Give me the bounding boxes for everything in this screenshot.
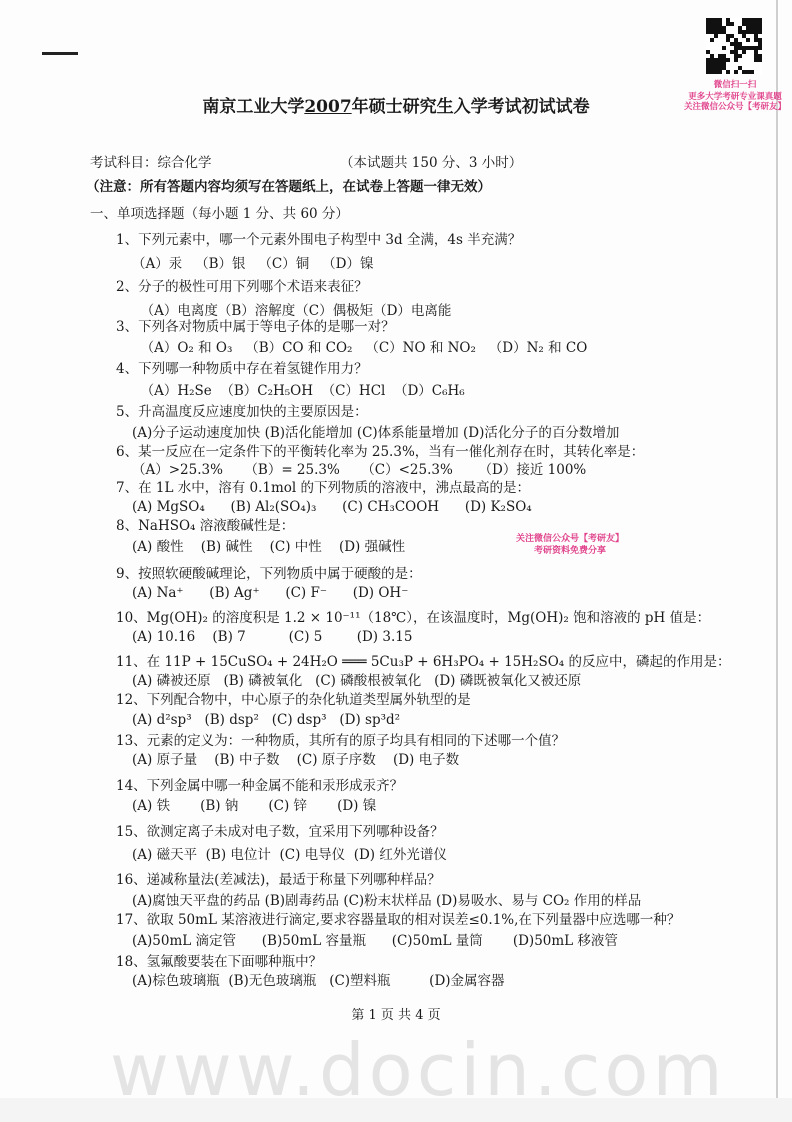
page-title bbox=[0, 97, 792, 117]
question-options: (A) Na⁺ (B) Ag⁺ (C) F⁻ (D) OH⁻ bbox=[132, 585, 409, 601]
question-stem: 17、欲取 50mL 某溶液进行滴定,要求容器量取的相对误差≤0.1%,在下列量器中应选哪一种？ bbox=[116, 912, 681, 928]
title-rest: 年硕士研究生入学考试初试试卷 bbox=[351, 97, 590, 117]
question-stem: 13、元素的定义为：一种物质，其所有的原子均具有相同的下述哪一个值？ bbox=[116, 733, 566, 749]
overlay-line1: 关注微信公众号【考研友】 bbox=[515, 534, 624, 544]
watermark: www.docin.com bbox=[110, 1028, 727, 1112]
question-options: （A）O₂ 和 O₃ （B）CO 和 CO₂ （C）NO 和 NO₂ （D）N₂ 和 CO bbox=[132, 340, 588, 356]
overlay-line2: 考研资料免费分享 bbox=[533, 546, 606, 556]
page-footer: 第 1 页 共 4 页 bbox=[351, 1008, 441, 1023]
question-options: （A）电离度（B）溶解度（C）偶极矩（D）电离能 bbox=[132, 303, 452, 319]
qr-caption: 微信扫一扫 bbox=[713, 80, 757, 90]
question-options: （A）>25.3% （B）= 25.3% （C）<25.3% （D）接近 100% bbox=[132, 462, 587, 478]
scan-mark bbox=[42, 52, 78, 55]
question-options: （A）H₂Se （B）C₂H₅OH （C）HCl （D）C₆H₆ bbox=[132, 383, 465, 399]
exam-info: （本试题共 150 分、3 小时） bbox=[340, 155, 523, 171]
question-stem: 15、欲测定离子未成对电子数，宜采用下列哪种设备？ bbox=[116, 824, 444, 840]
question-stem: 14、下列金属中哪一种金属不能和汞形成汞齐？ bbox=[116, 778, 404, 794]
title-school: 南京工业大学 bbox=[202, 97, 305, 117]
question-options: (A)棕色玻璃瓶 (B)无色玻璃瓶 (C)塑料瓶 (D)金属容器 bbox=[132, 973, 505, 989]
question-stem: 7、在 1L 水中，溶有 0.1mol 的下列物质的溶液中，沸点最高的是： bbox=[116, 480, 531, 496]
question-stem: 16、递减称量法(差减法)，最适于称量下列哪种样品？ bbox=[116, 872, 441, 888]
question-stem: 1、下列元素中，哪一个元素外围电子构型中 3d 全满，4s 半充满？ bbox=[116, 232, 522, 248]
title-year: 2007 bbox=[304, 97, 352, 117]
question-stem: 2、分子的极性可用下列哪个术语来表征？ bbox=[116, 279, 368, 295]
question-options: (A) 磷被还原 (B) 磷被氧化 (C) 磷酸根被氧化 (D) 磷既被氧化又被还原 bbox=[132, 673, 582, 689]
notice: （注意：所有答题内容均须写在答题纸上，在试卷上答题一律无效） bbox=[86, 179, 491, 195]
question-options: (A)分子运动速度加快 (B)活化能增加 (C)体系能量增加 (D)活化分子的百分数增加 bbox=[132, 425, 620, 441]
question-stem: 8、NaHSO₄ 溶液酸碱性是： bbox=[116, 518, 295, 534]
question-options: (A) 酸性 (B) 碱性 (C) 中性 (D) 强碱性 bbox=[132, 539, 406, 555]
question-options: （A）汞 （B）银 （C）铜 （D）镍 bbox=[132, 256, 374, 272]
question-stem: 4、下列哪一种物质中存在着氢键作用力？ bbox=[116, 361, 368, 377]
section-heading: 一、单项选择题（每小题 1 分、共 60 分） bbox=[90, 206, 349, 222]
question-options: (A) 铁 (B) 钠 (C) 锌 (D) 镍 bbox=[132, 798, 377, 814]
question-options: (A) MgSO₄ (B) Al₂(SO₄)₃ (C) CH₃COOH (D) K₂SO₄ bbox=[132, 499, 532, 515]
question-stem: 6、某一反应在一定条件下的平衡转化率为 25.3%，当有一催化剂存在时，其转化率是： bbox=[116, 444, 645, 460]
question-options: (A) 磁天平 (B) 电位计 (C) 电导仪 (D) 红外光谱仪 bbox=[132, 847, 447, 863]
question-stem: 12、下列配合物中，中心原子的杂化轨道类型属外轨型的是 bbox=[116, 692, 471, 708]
question-stem: 9、按照软硬酸碱理论，下列物质中属于硬酸的是： bbox=[116, 566, 422, 582]
exam-subject: 考试科目：综合化学 bbox=[90, 155, 212, 171]
question-options: (A) d²sp³ (B) dsp² (C) dsp³ (D) sp³d² bbox=[132, 712, 401, 728]
qr-line2: 关注微信公众号【考研友】 bbox=[683, 102, 786, 112]
qr-line1: 更多大学考研专业课真题 bbox=[688, 92, 782, 102]
question-options: (A) 10.16 (B) 7 (C) 5 (D) 3.15 bbox=[132, 629, 413, 645]
question-stem: 18、氢氟酸要装在下面哪种瓶中？ bbox=[116, 954, 323, 970]
question-options: (A)50mL 滴定管 (B)50mL 容量瓶 (C)50mL 量筒 (D)50mL 移液管 bbox=[132, 933, 618, 949]
question-stem: 3、下列各对物质中属于等电子体的是哪一对？ bbox=[116, 319, 395, 335]
qr-code-icon bbox=[706, 18, 762, 74]
page-edge bbox=[776, 0, 778, 1100]
question-options: (A) 原子量 (B) 中子数 (C) 原子序数 (D) 电子数 bbox=[132, 752, 460, 768]
question-stem: 11、在 11P + 15CuSO₄ + 24H₂O ═══ 5Cu₃P + 6H₃PO₄ + 15H₂SO₄ 的反应中，磷起的作用是： bbox=[116, 654, 731, 670]
question-stem: 5、升高温度反应速度加快的主要原因是： bbox=[116, 404, 368, 420]
question-options: (A)腐蚀天平盘的药品 (B)剧毒药品 (C)粉末状样品 (D)易吸水、易与 CO₂ 作用的样品 bbox=[132, 893, 642, 909]
question-stem: 10、Mg(OH)₂ 的溶度积是 1.2 × 10⁻¹¹（18℃），在该温度时，Mg(OH)₂ 饱和溶液的 pH 值是： bbox=[116, 610, 711, 626]
